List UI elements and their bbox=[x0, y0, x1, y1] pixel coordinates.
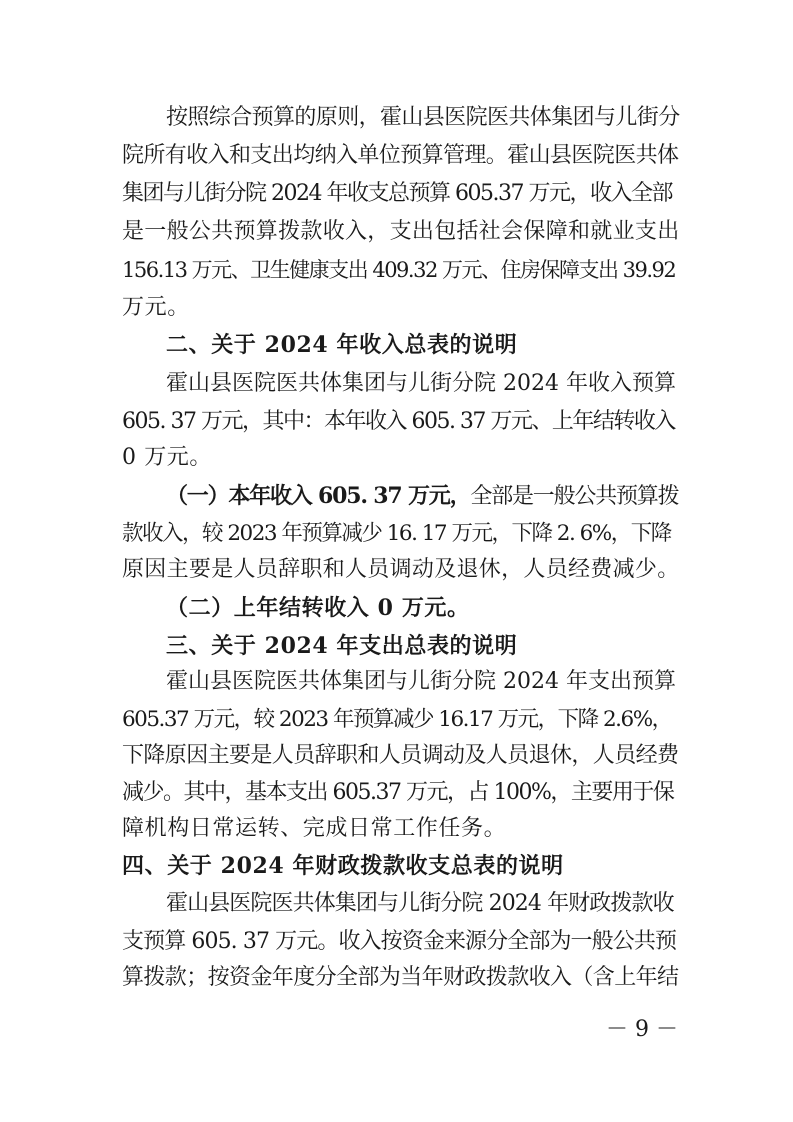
paragraph-line: 按照综合预算的原则，霍山县医院医共体集团与儿街分 bbox=[166, 105, 680, 130]
paragraph-line: 算拨款；按资金年度分全部为当年财政拨款收入（含上年结 bbox=[122, 965, 679, 990]
item-line: （二）上年结转收入 0 万元。 bbox=[166, 595, 470, 621]
paragraph-line: 605. 37 万元，其中：本年收入 605. 37 万元、上年结转收入 bbox=[122, 409, 675, 434]
item-line bbox=[166, 481, 678, 512]
paragraph-line: 霍山县医院医共体集团与儿街分院 2024 年支出预算 bbox=[166, 669, 676, 694]
paragraph-line: 605.37 万元，较 2023 年预算减少 16.17 万元，下降 2.6%， bbox=[122, 707, 672, 732]
section-heading: 四、关于 2024 年财政拨款收支总表的说明 bbox=[122, 853, 564, 879]
page-number: － 9 － bbox=[606, 1017, 678, 1042]
paragraph-line: 集团与儿街分院 2024 年收支总预算 605.37 万元，收入全部 bbox=[122, 181, 672, 206]
paragraph-line: 款收入，较 2023 年预算减少 16. 17 万元，下降 2. 6%，下降 bbox=[122, 521, 671, 546]
paragraph-line: 支预算 605. 37 万元。收入按资金来源分全部为一般公共预 bbox=[122, 929, 677, 954]
paragraph-line: 下降原因主要是人员辞职和人员调动及人员退休，人员经费 bbox=[122, 743, 679, 768]
section-heading: 二、关于 2024 年收入总表的说明 bbox=[166, 332, 518, 358]
paragraph-line: 万元。 bbox=[122, 295, 190, 320]
paragraph-line: 霍山县医院医共体集团与儿街分院 2024 年收入预算 bbox=[166, 371, 676, 396]
paragraph-line: 是一般公共预算拨款收入，支出包括社会保障和就业支出 bbox=[122, 219, 680, 244]
item-lead: （一）本年收入 605. 37 万元， bbox=[166, 483, 471, 509]
paragraph-line: 减少。其中，基本支出 605.37 万元，占 100%，主要用于保 bbox=[122, 780, 674, 805]
paragraph-line: 0 万元。 bbox=[122, 445, 212, 470]
item-rest: 全部是一般公共预算拨 bbox=[470, 484, 679, 509]
paragraph-line: 霍山县医院医共体集团与儿街分院 2024 年财政拨款收 bbox=[166, 891, 674, 916]
section-heading: 三、关于 2024 年支出总表的说明 bbox=[166, 633, 518, 659]
paragraph-line: 障机构日常运转、完成日常工作任务。 bbox=[122, 816, 507, 841]
paragraph-line: 156.13 万元、卫生健康支出 409.32 万元、住房保障支出 39.92 bbox=[122, 258, 676, 282]
paragraph-line: 原因主要是人员辞职和人员调动及退休，人员经费减少。 bbox=[122, 557, 680, 582]
paragraph-line: 院所有收入和支出均纳入单位预算管理。霍山县医院医共体 bbox=[122, 143, 679, 168]
